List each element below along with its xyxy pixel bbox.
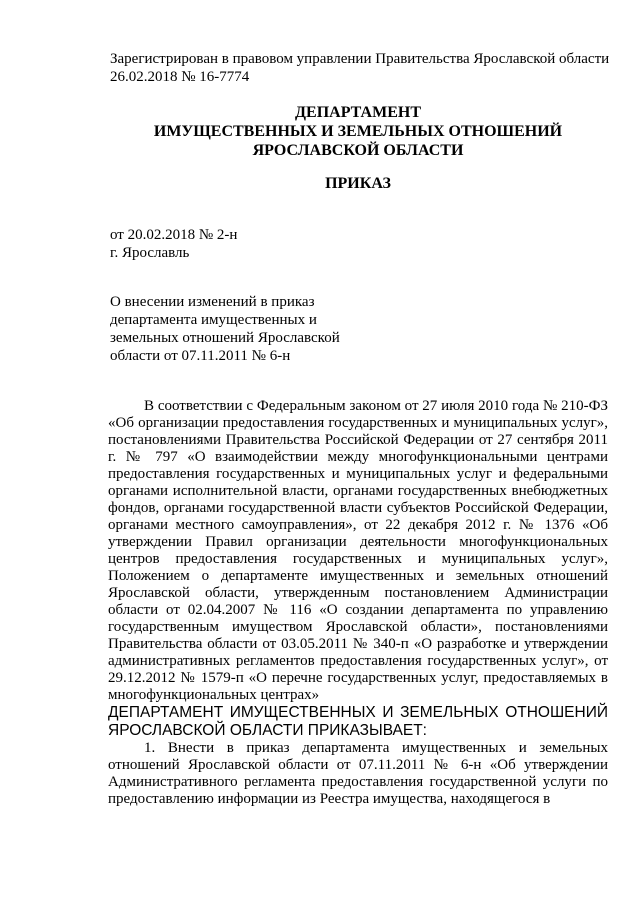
subject-line-3: земельных отношений Ярославской: [110, 330, 340, 346]
preamble-paragraph: В соответствии с Федеральным законом от 27 июля 2010 года № 210-ФЗ «Об организации предоставления государственных и муниципальных услуг», постановлениями Правительства Российской Федерации от 27 сентября 2011 г. № 797 «О взаимодействии между многофункциональными центрами предоставления государственных и муниципальных услуг и федеральными органами исполнительной власти, органами государственных внебюджетных фондов, органами государственной власти субъектов Российской Федерации, органами местного самоуправления», от 22 декабря 2012 г. № 1376 «Об утверждении Правил организации деятельности многофункциональных центров предоставления государственных и муниципальных услуг», Положением о департаменте имущественных и земельных отношений Ярославской области, утвержденным постановлением Администрации области от 02.04.2007 № 116 «О создании департамента по управлению государственным имуществом Ярославской области», постановлениями Правительства области от 03.05.2011 № 340-п «О разработке и утверждении административных регламентов предоставления государственных услуг», от 29.12.2012 № 1579-п «О перечне государственных услуг, предоставляемых в многофункциональных центрах»: [108, 398, 608, 703]
subject-line-1: О внесении изменений в приказ: [110, 294, 315, 310]
header-line-1: ДЕПАРТАМЕНТ: [295, 104, 421, 121]
subject-line-4: области от 07.11.2011 № 6-н: [110, 348, 291, 364]
header-line-2: ИМУЩЕСТВЕННЫХ И ЗЕМЕЛЬНЫХ ОТНОШЕНИЙ: [153, 123, 563, 140]
subject-line-2: департамента имущественных и: [110, 312, 317, 328]
order-date-number: от 20.02.2018 № 2-н: [110, 227, 238, 243]
department-header: [108, 103, 608, 160]
item-1-paragraph: 1. Внести в приказ департамента имущественных и земельных отношений Ярославской области от 07.11.2011 № 6-н «Об утверждении Административного регламента предоставления государственной услуги по предоставлению информации из Реестра имущества, находящегося в: [108, 740, 608, 807]
order-body: [108, 398, 608, 808]
order-subject: [110, 293, 340, 365]
registration-note: [110, 50, 609, 86]
document-type: ПРИКАЗ: [325, 175, 391, 192]
registration-line-1: Зарегистрирован в правовом управлении Правительства Ярославской области: [110, 51, 610, 67]
header-line-3: ЯРОСЛАВСКОЙ ОБЛАСТИ: [252, 142, 464, 159]
command-paragraph: ДЕПАРТАМЕНТ ИМУЩЕСТВЕННЫХ И ЗЕМЕЛЬНЫХ ОТНОШЕНИЙ ЯРОСЛАВСКОЙ ОБЛАСТИ ПРИКАЗЫВАЕТ:: [108, 704, 608, 739]
order-city: г. Ярославль: [110, 245, 190, 261]
registration-line-2: 26.02.2018 № 16-7774: [110, 69, 250, 85]
date-block: [110, 226, 237, 262]
